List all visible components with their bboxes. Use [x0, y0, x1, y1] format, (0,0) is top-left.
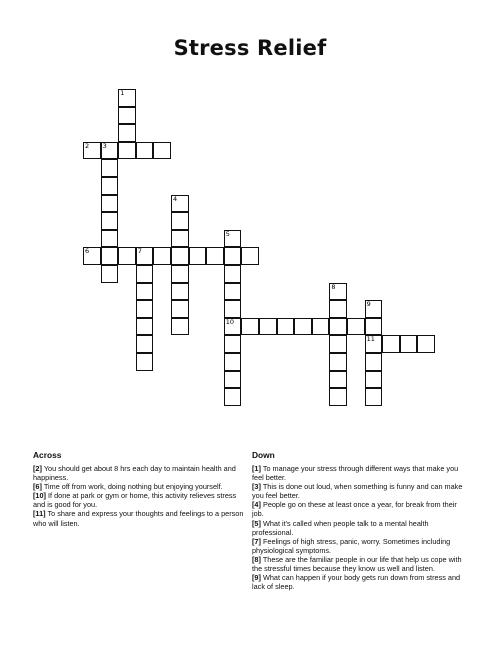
clue-num: [3] [252, 482, 261, 492]
clue-num: [9] [252, 573, 261, 583]
crossword-cell[interactable] [136, 318, 154, 336]
across-heading: Across [33, 450, 62, 460]
clue-item [252, 500, 467, 518]
crossword-cell[interactable] [294, 318, 312, 336]
across-clue-list [33, 464, 247, 528]
crossword-cell[interactable] [171, 195, 189, 213]
crossword-cell[interactable] [101, 195, 119, 213]
clue-item [252, 482, 467, 500]
clue-text: To share and express your thoughts and feelings to a person who will listen. [33, 509, 244, 528]
crossword-cell[interactable] [101, 212, 119, 230]
clue-item [33, 464, 247, 482]
clue-item [252, 555, 467, 573]
across-clues [33, 450, 247, 528]
crossword-cell[interactable] [224, 388, 242, 406]
crossword-cell[interactable] [382, 335, 400, 353]
clue-item [252, 519, 467, 537]
clue-item [252, 464, 467, 482]
crossword-cell[interactable] [136, 300, 154, 318]
clue-number: 3 [102, 141, 107, 150]
crossword-cell[interactable] [101, 265, 119, 283]
clue-number: 11 [366, 335, 375, 344]
crossword-cell[interactable] [136, 247, 154, 265]
clue-num: [6] [33, 482, 42, 492]
crossword-cell[interactable] [365, 353, 383, 371]
puzzle-title: Stress Relief [173, 36, 327, 60]
crossword-cell[interactable] [224, 318, 242, 336]
crossword-cell[interactable] [101, 177, 119, 195]
crossword-cell[interactable] [329, 300, 347, 318]
crossword-cell[interactable] [136, 283, 154, 301]
crossword-cell[interactable] [329, 371, 347, 389]
crossword-cell[interactable] [329, 318, 347, 336]
clue-number: 2 [85, 141, 90, 150]
crossword-cell[interactable] [171, 212, 189, 230]
clue-text: If done at park or gym or home, this activity relieves stress and is good for you. [33, 491, 237, 510]
clue-number: 9 [366, 300, 371, 309]
crossword-cell[interactable] [329, 283, 347, 301]
crossword-cell[interactable] [241, 318, 259, 336]
crossword-cell[interactable] [136, 265, 154, 283]
crossword-cell[interactable] [189, 247, 207, 265]
crossword-cell[interactable] [101, 142, 119, 160]
crossword-cell[interactable] [206, 247, 224, 265]
crossword-cell[interactable] [101, 159, 119, 177]
clue-num: [10] [33, 491, 46, 501]
crossword-cell[interactable] [224, 371, 242, 389]
clue-number: 4 [173, 194, 178, 203]
crossword-cell[interactable] [400, 335, 418, 353]
crossword-cell[interactable] [118, 142, 136, 160]
crossword-cell[interactable] [101, 247, 119, 265]
clue-number: 1 [120, 89, 125, 97]
clue-num: [8] [252, 554, 261, 564]
crossword-cell[interactable] [118, 124, 136, 142]
clue-text: What it's called when people talk to a mental health professional. [252, 518, 429, 537]
clue-text: These are the familiar people in our life that help us cope with the stressful times because they know us well and listen. [252, 554, 462, 574]
crossword-cell[interactable] [83, 247, 101, 265]
crossword-cell[interactable] [224, 230, 242, 248]
crossword-cell[interactable] [224, 247, 242, 265]
down-heading: Down [252, 450, 275, 460]
crossword-cell[interactable] [329, 335, 347, 353]
crossword-cell[interactable] [83, 142, 101, 160]
crossword-cell[interactable] [118, 247, 136, 265]
crossword-cell[interactable] [171, 230, 189, 248]
crossword-cell[interactable] [329, 388, 347, 406]
crossword-cell[interactable] [153, 142, 171, 160]
clue-number: 6 [85, 247, 90, 256]
crossword-cell[interactable] [224, 265, 242, 283]
clue-item [33, 509, 247, 527]
crossword-cell[interactable] [171, 283, 189, 301]
crossword-cell[interactable] [329, 353, 347, 371]
crossword-cell[interactable] [224, 300, 242, 318]
clue-text: Time off from work, doing nothing but enjoying yourself. [41, 482, 223, 492]
crossword-cell[interactable] [136, 353, 154, 371]
crossword-cell[interactable] [224, 353, 242, 371]
crossword-cell[interactable] [101, 230, 119, 248]
clue-number: 10 [225, 317, 235, 326]
crossword-cell[interactable] [417, 335, 435, 353]
crossword-cell[interactable] [136, 142, 154, 160]
clue-item [252, 573, 467, 591]
clue-number: 5 [225, 229, 230, 238]
crossword-cell[interactable] [153, 247, 171, 265]
clue-text: This is done out loud, when something is funny and can make you feel better. [252, 482, 463, 501]
crossword-cell[interactable] [365, 318, 383, 336]
crossword-cell[interactable] [241, 247, 259, 265]
clue-num: [2] [33, 464, 42, 473]
clue-text: Feelings of high stress, panic, worry. Sometimes including physiological symptoms. [252, 536, 451, 555]
crossword-cell[interactable] [365, 335, 383, 353]
clue-number: 8 [331, 282, 336, 291]
crossword-cell[interactable] [259, 318, 277, 336]
clue-text: To manage your stress through different ways that make you feel better. [252, 464, 459, 483]
clue-text: What can happen if your body gets run down from stress and lack of sleep. [252, 573, 461, 592]
crossword-cell[interactable] [365, 388, 383, 406]
clue-num: [7] [252, 536, 261, 546]
clue-text: You should get about 8 hrs each day to maintain health and happiness. [33, 464, 236, 483]
clue-num: [1] [252, 464, 261, 473]
crossword-cell[interactable] [171, 318, 189, 336]
crossword-cell[interactable] [171, 265, 189, 283]
crossword-cell[interactable] [347, 318, 365, 336]
crossword-cell[interactable] [365, 371, 383, 389]
crossword-cell[interactable] [277, 318, 295, 336]
clue-text: People go on these at least once a year, for break from their job. [252, 500, 457, 519]
crossword-cell[interactable] [224, 335, 242, 353]
crossword-cell[interactable] [171, 300, 189, 318]
crossword-cell[interactable] [365, 300, 383, 318]
clue-item [33, 482, 247, 491]
crossword-cell[interactable] [118, 89, 136, 107]
crossword-cell[interactable] [136, 335, 154, 353]
down-clue-list [252, 464, 467, 591]
crossword-cell[interactable] [224, 283, 242, 301]
clue-item [33, 491, 247, 509]
clue-num: [5] [252, 518, 261, 528]
clue-num: [11] [33, 509, 46, 519]
clue-num: [4] [252, 500, 261, 510]
clue-item [252, 537, 467, 555]
crossword-cell[interactable] [312, 318, 330, 336]
down-clues [252, 450, 467, 591]
clue-number: 7 [137, 247, 142, 256]
crossword-cell[interactable] [171, 247, 189, 265]
crossword-cell[interactable] [118, 107, 136, 125]
